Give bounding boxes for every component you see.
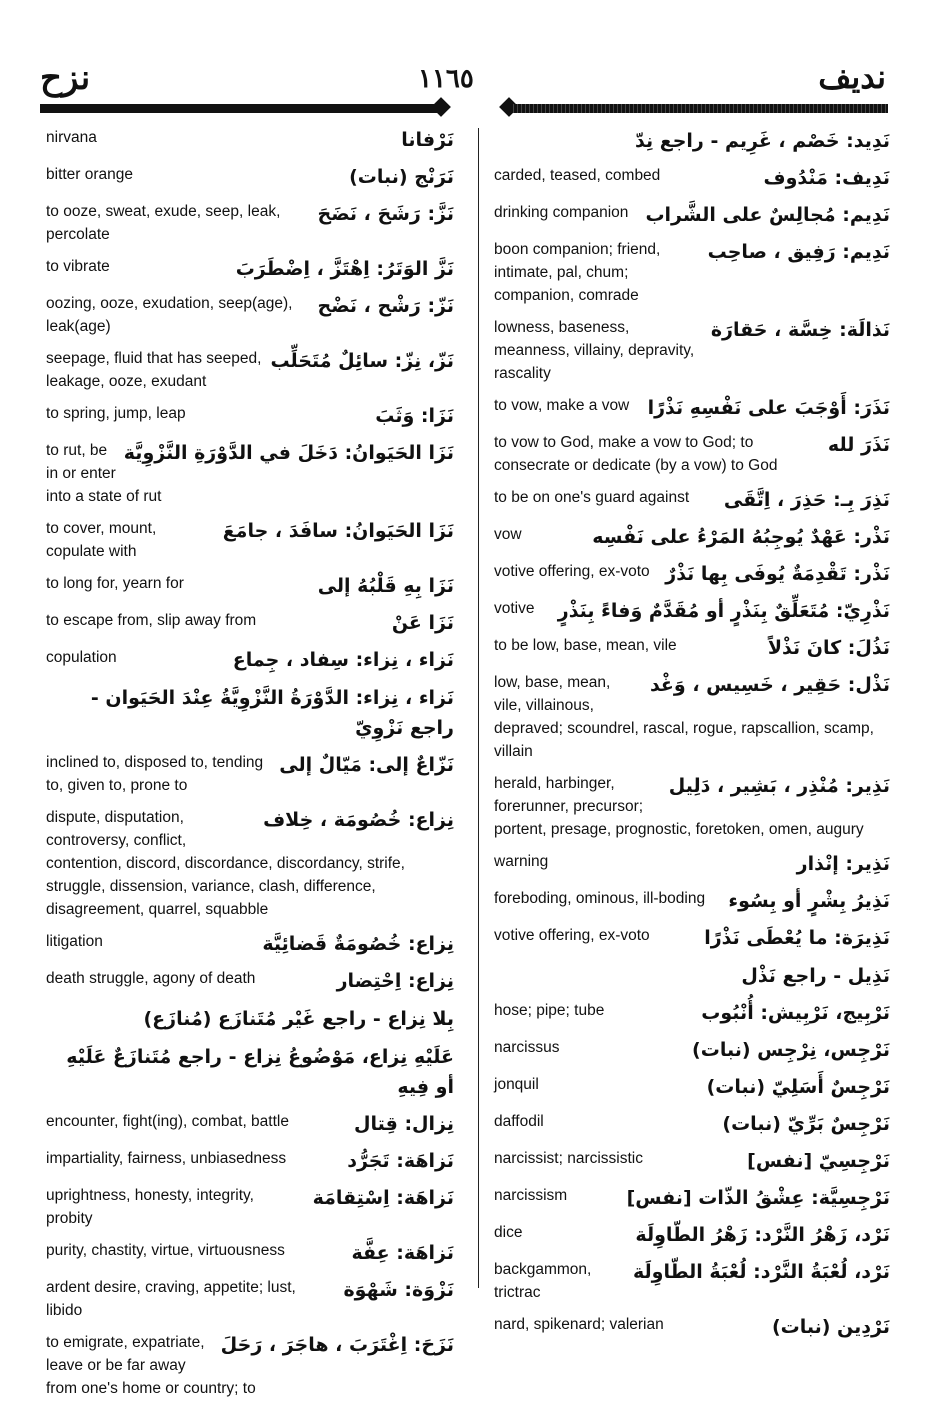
diamond-ornament-left [431, 97, 451, 117]
english-definition: to be low, base, mean, vile [494, 637, 677, 654]
english-definition: jonquil [494, 1076, 539, 1093]
dictionary-entry [494, 597, 890, 625]
english-definition: to vibrate [46, 258, 110, 275]
english-definition: death struggle, agony of death [46, 970, 256, 987]
arabic-headword: نَرْد، لُعْبَةُ النَّرْد: لُعْبَةُ الطّاوِلَة [633, 1261, 890, 1283]
arabic-headword: نَزاهَة: اِسْتِقامَة [312, 1187, 454, 1209]
dictionary-entry [494, 772, 890, 841]
arabic-headword: نَزَّ: رَشَحَ ، نَضَحَ [317, 203, 454, 225]
english-definition: encounter, fight(ing), combat, battle [46, 1113, 289, 1130]
arabic-headword: نَرْجِسِيَّة: عِشْقُ الذّات [نفس] [626, 1187, 890, 1209]
right-column [494, 126, 890, 1350]
english-definition: narcissist; narcissistic [494, 1150, 643, 1167]
english-definition: narcissus [494, 1039, 560, 1056]
dictionary-entry [494, 560, 890, 588]
dictionary-entry [494, 523, 890, 551]
english-definition: foreboding, ominous, ill-boding [494, 890, 706, 907]
dictionary-entry [494, 431, 890, 477]
english-definition: to ooze, sweat, exude, seep, leak, percolate [46, 203, 281, 243]
english-definition: litigation [46, 933, 103, 950]
dictionary-entry [494, 164, 890, 192]
dictionary-entry [46, 200, 454, 246]
english-definition: to spring, jump, leap [46, 405, 186, 422]
dictionary-entry [46, 255, 454, 283]
arabic-headword: نَذُلَ: كانَ نَذْلاً [767, 637, 890, 659]
english-definition: uprightness, honesty, integrity, probity [46, 1187, 254, 1227]
dictionary-entry [46, 1110, 454, 1138]
arabic-headword: نَدِيف: مَنْدُوف [763, 167, 890, 189]
english-definition: to long for, yearn for [46, 575, 184, 592]
english-definition: low, base, mean, vile, villainous, depraved; scoundrel, rascal, rogue, rapscallion, scamp, villain [494, 674, 874, 760]
arabic-headword: نَزَحَ: اِغْتَرَبَ ، هاجَرَ ، رَحَلَ [220, 1334, 454, 1356]
arabic-headword: نَزّ: رَشْح ، نَضْح [317, 295, 454, 317]
english-definition: vow [494, 526, 522, 543]
arabic-headword: نَذِيرَة: ما يُعْطَى نَذْرًا [704, 927, 890, 949]
arabic-headword: نَرْجِسٌ أَسَلِيّ (نبات) [706, 1076, 890, 1098]
dictionary-entry [46, 347, 454, 393]
guide-word-left: نزح [40, 58, 91, 98]
arabic-headword: نَدِيم: رَفِيق ، صاحِب [707, 241, 890, 263]
arabic-headword: نَذْل: حَقِير ، خَسِيس ، وَغْد [649, 674, 890, 696]
dictionary-entry [46, 1184, 454, 1230]
arabic-headword: نَزَا بِهِ قَلْبُهُ إلى [317, 575, 454, 597]
arabic-headword: نَزْوَة: شَهْوَة [343, 1279, 454, 1301]
english-definition: carded, teased, combed [494, 167, 661, 184]
arabic-headword: نَرَنْج (نبات) [349, 166, 454, 188]
column-separator [478, 128, 479, 1288]
arabic-headword: نَزَا الحَيَوانُ: سافَدَ ، جامَعَ [222, 520, 454, 542]
english-definition: nard, spikenard; valerian [494, 1316, 664, 1333]
arabic-headword: نَزّ، نِزّ: سائِلٌ مُتَحَلِّب [270, 350, 454, 372]
english-definition: to be on one's guard against [494, 489, 690, 506]
arabic-headword: نَزاهَة: عِفَّة [351, 1242, 454, 1264]
arabic-headword: نَرْدِين (نبات) [771, 1316, 890, 1338]
cross-reference-entry: نَذِيل - راجع نَذْل [741, 965, 890, 987]
dictionary-entry [494, 1036, 890, 1064]
dictionary-entry [494, 634, 890, 662]
english-definition: oozing, ooze, exudation, seep(age), leak(age) [46, 295, 293, 335]
dictionary-entry [46, 163, 454, 191]
arabic-headword: نَرْبِيج، نَرْبِيش: أُنْبُوب [701, 1002, 890, 1024]
english-definition: boon companion; friend, intimate, pal, chum; companion, comrade [494, 241, 661, 304]
dictionary-entry [494, 999, 890, 1027]
dictionary-entry [494, 1313, 890, 1341]
english-definition: to vow to God, make a vow to God; to consecrate or dedicate (by a vow) to God [494, 434, 778, 474]
english-definition: backgammon, trictrac [494, 1261, 592, 1301]
arabic-headword: نَزَّ الوَتَرُ: اِهْتَزَّ ، اِضْطَرَبَ [235, 258, 454, 280]
dictionary-entry [46, 646, 454, 674]
english-definition: dispute, disputation, controversy, conflict, contention, discord, discordance, discordancy, strife, struggle, dissension, variance, clash, difference, disagreement, quarrel, squabble [46, 809, 405, 918]
arabic-headword: نَذِير: مُنْذِر ، بَشِير ، دَلِيل [668, 775, 890, 797]
dictionary-entry [46, 572, 454, 600]
dictionary-entry [494, 671, 890, 763]
dictionary-entry [494, 850, 890, 878]
dictionary-entry [494, 1073, 890, 1101]
dictionary-entry [46, 402, 454, 430]
dictionary-entry [494, 1147, 890, 1175]
arabic-headword: نَذالَة: خِسَّة ، حَقارَة [710, 319, 890, 341]
arabic-headword: نِزاع: خُصُومَةٌ قَضائِيَّة [262, 933, 454, 955]
english-definition: to emigrate, expatriate, leave or be far away from one's home or country; to [46, 1334, 256, 1397]
arabic-headword: نَزاء ، نِزاء: سِفاد ، جِماع [232, 649, 454, 671]
dictionary-entry [494, 238, 890, 307]
dictionary-entry [46, 517, 454, 563]
page-header [0, 0, 928, 125]
arabic-headword: نَرْجِسٌ بَرِّيّ (نبات) [722, 1113, 890, 1135]
arabic-headword: نَرْفانا [401, 129, 454, 151]
arabic-headword: نَذَرَ لله [827, 434, 890, 456]
english-definition: hose; pipe; tube [494, 1002, 605, 1019]
english-definition: lowness, baseness, meanness, villainy, depravity, rascality [494, 319, 695, 382]
dictionary-entry [46, 126, 454, 154]
english-definition: nirvana [46, 129, 97, 146]
english-definition: to vow, make a vow [494, 397, 630, 414]
dictionary-entry [46, 806, 454, 921]
english-definition: inclined to, disposed to, tending to, given to, prone to [46, 754, 264, 794]
dictionary-entry [494, 201, 890, 229]
dictionary-entry [46, 1239, 454, 1267]
dictionary-entry [46, 751, 454, 797]
arabic-headword: نَزَا عَنْ [391, 612, 454, 634]
arabic-headword: نَذْرِيّ: مُتَعَلِّقٌ بِنَذْرٍ أو مُقَدَّمٌ وَفاءً بِنَذْرٍ [557, 600, 890, 622]
english-definition: daffodil [494, 1113, 544, 1130]
english-definition: votive [494, 600, 535, 617]
english-definition: impartiality, fairness, unbiasedness [46, 1150, 287, 1167]
english-definition: narcissism [494, 1187, 568, 1204]
cross-reference-entry: نَزاء ، نِزاء: الدَّوْرَةُ النَّزْوِيَّةُ عِنْدَ الحَيَوان - راجع نَزْوِيّ [90, 687, 454, 739]
english-definition: dice [494, 1224, 523, 1241]
page-number: ١١٦٥ [418, 64, 474, 94]
english-definition: bitter orange [46, 166, 134, 183]
english-definition: to cover, mount, copulate with [46, 520, 157, 560]
cross-reference-entry: بِلا نِزاع - راجع غَيْر مُتَنازَع (مُنازَع) [143, 1008, 454, 1030]
arabic-headword: نَدِيم: مُجالِسٌ على الشَّراب [645, 204, 890, 226]
arabic-headword: نَذْر: عَهْدٌ يُوجِبُهُ المَرْءُ على نَفْسِه [592, 526, 890, 548]
arabic-headword: نَرْد، زَهْرُ النَّرْد: زَهْرُ الطّاوِلَة [635, 1224, 890, 1246]
arabic-headword: نَذِير: إنْذار [796, 853, 890, 875]
dictionary-entry [46, 439, 454, 508]
arabic-headword: نَرْجِسِيّ [نفس] [747, 1150, 890, 1172]
cross-reference-entry: نَدِيد: خَصْم ، غَرِيم - راجع نِدّ [635, 130, 890, 152]
dictionary-entry [494, 1258, 890, 1304]
arabic-headword: نِزاع: اِحْتِضار [336, 970, 454, 992]
dictionary-entry [46, 1331, 454, 1400]
arabic-headword: نَزَا: وَثَبَ [375, 405, 454, 427]
english-definition: to escape from, slip away from [46, 612, 257, 629]
dictionary-entry [46, 930, 454, 958]
dictionary-entry [494, 924, 890, 952]
english-definition: herald, harbinger, forerunner, precursor; portent, presage, prognostic, foretoken, omen, augury [494, 775, 864, 838]
dictionary-entry [46, 1147, 454, 1175]
arabic-headword: نَزَا الحَيَوانُ: دَخَلَ في الدَّوْرَةِ النَّزْوِيَّة [123, 442, 454, 464]
dictionary-entry [494, 1184, 890, 1212]
english-definition: warning [494, 853, 549, 870]
arabic-headword: نَرْجِس، نِرْجِس (نبات) [692, 1039, 890, 1061]
arabic-headword: نَذَرَ: أَوْجَبَ على نَفْسِهِ نَذْرًا [647, 397, 890, 419]
arabic-headword: نَذِيرُ بِشْرٍ أو بِسُوء [728, 890, 890, 912]
dictionary-entry [494, 1221, 890, 1249]
english-definition: drinking companion [494, 204, 629, 221]
left-column [46, 126, 454, 1409]
dictionary-entry [46, 609, 454, 637]
dictionary-entry [494, 316, 890, 385]
english-definition: votive offering, ex-voto [494, 927, 650, 944]
dictionary-entry [494, 486, 890, 514]
guide-word-right: نديف [818, 58, 886, 96]
english-definition: to rut, be in or enter into a state of rut [46, 442, 162, 505]
arabic-headword: نِزاع: خُصُومَة ، خِلاف [263, 809, 454, 831]
arabic-headword: نَذِرَ بِـ: حَذِرَ ، اِتَّقَى [723, 489, 890, 511]
dictionary-entry [46, 1276, 454, 1322]
dictionary-entry [46, 967, 454, 995]
english-definition: ardent desire, craving, appetite; lust, libido [46, 1279, 296, 1319]
dictionary-entry [494, 1110, 890, 1138]
arabic-headword: نَزّاعٌ إلى: مَيّالٌ إلى [279, 754, 454, 776]
dictionary-entry [46, 292, 454, 338]
header-rule-left [40, 104, 438, 113]
english-definition: purity, chastity, virtue, virtuousness [46, 1242, 285, 1259]
english-definition: copulation [46, 649, 117, 666]
english-definition: seepage, fluid that has seeped, leakage, ooze, exudant [46, 350, 262, 390]
dictionary-entry [494, 394, 890, 422]
english-definition: votive offering, ex-voto [494, 563, 650, 580]
arabic-headword: نَذْر: تَقْدِمَةٌ يُوفَى بِها نَذْرٌ [665, 563, 890, 585]
dictionary-entry [494, 887, 890, 915]
arabic-headword: نَزاهَة: تَجَرُّد [347, 1150, 454, 1172]
header-rule-right [510, 104, 888, 113]
arabic-headword: نِزال: قِتال [354, 1113, 454, 1135]
cross-reference-entry: عَلَيْهِ نِزاع، مَوْضُوعُ نِزاع - راجع مُتَنازَعٌ عَلَيْهِ أو فِيهِ [66, 1046, 454, 1098]
